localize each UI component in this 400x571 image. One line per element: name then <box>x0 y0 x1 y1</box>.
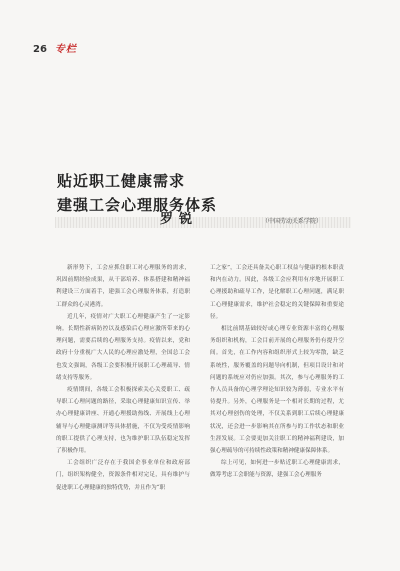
paragraph: 工会组织广泛存在于我国企事业单位和政府部门，组织架构健全，资源条件相对完足，具有维护与促进职工心理健康的独特优势，并且作为“职 <box>56 460 190 491</box>
paragraph: 工之家”，工会还具备关心职工权益与健康的根本职责和内在动力。因此，各级工会应利用有序地开展职工心理援助和疏导工作，是化解职工心理问题，满足职工心理健康需求，维护社会稳定的关键保障和重要途径。 <box>210 265 344 320</box>
title-line-2: 建强工会心理服务体系 <box>57 196 218 214</box>
title-line-1: 贴近职工健康需求 <box>57 172 186 190</box>
author-affiliation: （中国劳动关系学院） <box>262 218 323 225</box>
paragraph: 综上可见，如何进一步贴近职工心理健康需求，做筹考虑工会职能与资源，建强工会心理服务 <box>210 460 344 479</box>
right-column <box>210 262 344 482</box>
paragraph: 疫情期间，各级工会积极探索关心关爱职工、疏导职工心理问题的路径，采取心理健康知识宣传、举办心理健康讲座、开通心理援助热线、开展线上心理辅导与心理健康测评等具体措施，不仅为受疫情影响的职工提供了心理支持，也为维护职工队伍稳定发挥了积极作用。 <box>56 387 190 455</box>
section-tag: 专栏 <box>54 44 77 55</box>
left-column <box>56 262 190 494</box>
paragraph: 新形势下，工会应抓住职工对心理服务的需求，巩固前期经验成果，从干部培养、体系搭建和精神福利建设三方面着手，建强工会心理服务体系，打造职工群众的心灵港湾。 <box>56 265 190 308</box>
author-name: 罗锐 <box>160 212 199 227</box>
paragraph: 近几年，疫情对广大职工心理健康产生了一定影响。长期性新病防控以及感染后心理应激所带来的心理问题，需要后续的心理服务支持。疫情以来，党和政府十分重视广大人民的心理应激处理，全国总工会也发文强调，各级工会要积极开展职工心理疏导、情绪支持等服务。 <box>56 313 190 381</box>
page-number: 26 <box>33 44 47 55</box>
page-header <box>33 40 77 55</box>
paragraph: 相比前期基础较好或心理专业资源丰富的心理服务组织和机构，工会目前开展的心理服务仍有提升空间。首先，在工作内容和组织形式上较为零散，缺乏系统性，服务覆盖的问题导向机制，但项目设计和对问题的系统应对仍应加强。其次，参与心理服务的工作人员具备的心理学理论知识较为薄弱，专业水平有待提升。另外，心理服务是一个相对长期的过程，尤其对心理创伤的处理，不仅关系到职工后续心理健康状况，还会进一步影响其在所参与的工作状态和职业生涯发展。工会要更加关注职工的精神福利建设，加强心理疏导的可持续性政策和精神健康保障体系。 <box>210 326 344 455</box>
